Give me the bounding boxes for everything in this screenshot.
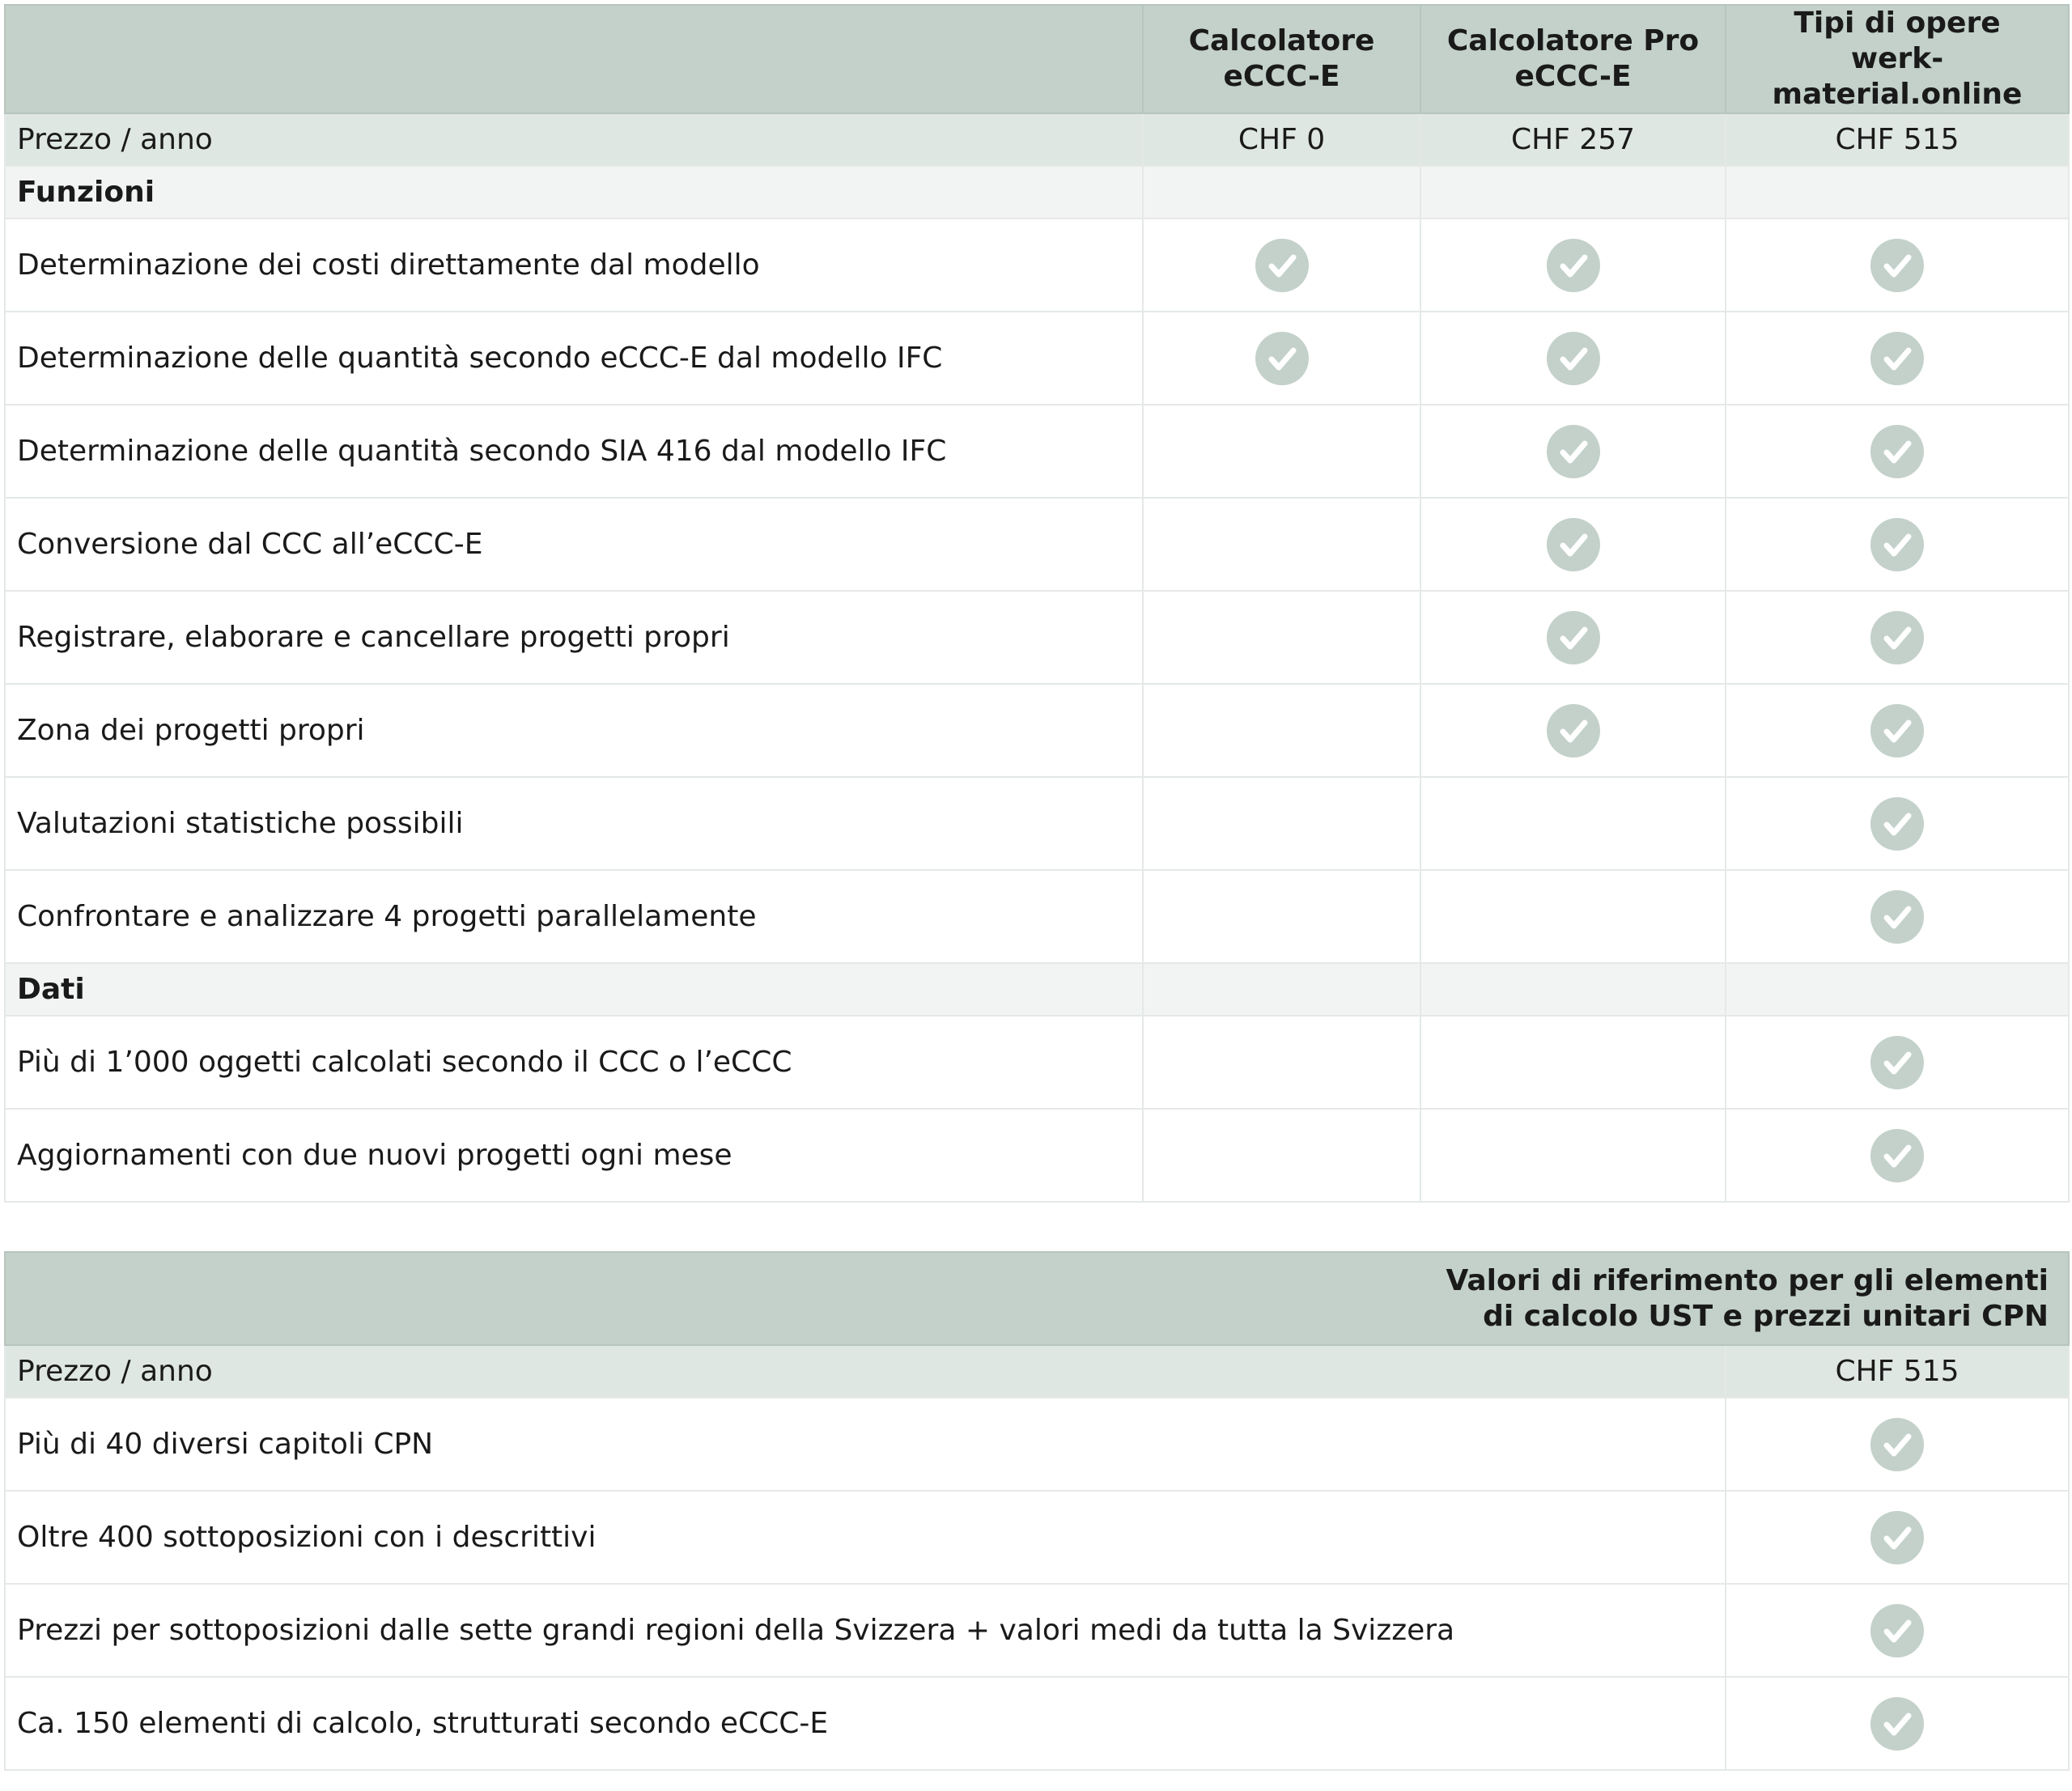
section-title: Dati [5,963,1143,1016]
check-circle-icon [1870,611,1924,664]
check-cell [1726,1491,2069,1584]
check-circle-icon [1547,611,1600,664]
check-cell [1143,1109,1420,1202]
check-cell [1420,405,1726,498]
check-cell [1726,1398,2069,1491]
section-empty-cell [1726,963,2069,1016]
price-value: CHF 515 [1726,113,2069,166]
feature-row [5,312,2069,405]
check-cell [1726,1584,2069,1677]
check-cell [1420,684,1726,777]
check-circle-icon [1870,332,1924,385]
column-header-tipi-di-opere [1726,5,2069,113]
section-empty-cell [1420,963,1726,1016]
feature-label: Zona dei progetti propri [5,684,1143,777]
feature-row [5,405,2069,498]
feature-row [5,1398,2069,1491]
feature-label: Prezzi per sottoposizioni dalle sette grandi regioni della Svizzera + valori medi da tutta la Svizzera [5,1584,1726,1677]
feature-label: Conversione dal CCC all’eCCC-E [5,498,1143,591]
price-label: Prezzo / anno [5,1345,1726,1398]
feature-label: Oltre 400 sottoposizioni con i descrittivi [5,1491,1726,1584]
check-cell [1420,870,1726,963]
table-header-row [5,5,2069,113]
column-header-line2: eCCC-E [1514,60,1632,93]
price-row [5,1345,2069,1398]
feature-label: Aggiornamenti con due nuovi progetti ogni mese [5,1109,1143,1202]
column-header-line1: Calcolatore Pro [1446,24,1700,57]
feature-row [5,1491,2069,1584]
check-circle-icon [1255,332,1309,385]
check-cell [1726,219,2069,312]
section-row [5,166,2069,219]
feature-label: Determinazione dei costi direttamente dal modello [5,219,1143,312]
section-empty-cell [1143,963,1420,1016]
check-cell [1143,1016,1420,1109]
feature-label: Registrare, elaborare e cancellare progetti propri [5,591,1143,684]
check-cell [1420,777,1726,870]
check-cell [1420,219,1726,312]
check-cell [1420,312,1726,405]
feature-label: Determinazione delle quantità secondo SIA 416 dal modello IFC [5,405,1143,498]
check-circle-icon [1870,1511,1924,1564]
section-title: Funzioni [5,166,1143,219]
check-circle-icon [1547,518,1600,571]
pricing-comparison-table [4,4,2070,1203]
check-circle-icon [1870,518,1924,571]
column-header-line1: Calcolatore [1188,24,1375,57]
feature-label: Determinazione delle quantità secondo eCCC-E dal modello IFC [5,312,1143,405]
check-cell [1726,684,2069,777]
check-cell [1726,1109,2069,1202]
header-line1: Valori di riferimento per gli elementi [1446,1263,2049,1297]
section-empty-cell [1726,166,2069,219]
check-circle-icon [1870,1129,1924,1182]
column-header-calcolatore-pro [1420,5,1726,113]
check-cell [1143,777,1420,870]
price-value: CHF 0 [1143,113,1420,166]
check-cell [1726,591,2069,684]
check-cell [1420,591,1726,684]
check-cell [1143,591,1420,684]
check-circle-icon [1255,239,1309,292]
feature-row [5,1109,2069,1202]
section-empty-cell [1143,166,1420,219]
check-circle-icon [1870,1418,1924,1471]
feature-label: Ca. 150 elementi di calcolo, strutturati secondo eCCC-E [5,1677,1726,1770]
check-circle-icon [1870,1697,1924,1751]
check-circle-icon [1870,239,1924,292]
check-cell [1143,684,1420,777]
check-cell [1143,870,1420,963]
column-header-line1: Tipi di opere [1794,6,2001,40]
price-value: CHF 257 [1420,113,1726,166]
feature-row [5,1016,2069,1109]
feature-row [5,498,2069,591]
check-cell [1143,498,1420,591]
column-header-line2: eCCC-E [1223,60,1340,93]
price-label: Prezzo / anno [5,113,1143,166]
check-circle-icon [1870,1036,1924,1089]
price-value: CHF 515 [1726,1345,2069,1398]
price-row [5,113,2069,166]
check-cell [1726,1677,2069,1770]
check-circle-icon [1547,239,1600,292]
check-cell [1726,498,2069,591]
check-circle-icon [1870,704,1924,758]
check-cell [1420,1109,1726,1202]
feature-row [5,870,2069,963]
feature-row [5,684,2069,777]
feature-label: Valutazioni statistiche possibili [5,777,1143,870]
check-circle-icon [1870,1604,1924,1657]
section-row [5,963,2069,1016]
feature-label: Più di 40 diversi capitoli CPN [5,1398,1726,1491]
column-header-line2: werk-material.online [1772,42,2023,111]
check-cell [1420,498,1726,591]
section-empty-cell [1420,166,1726,219]
check-circle-icon [1870,890,1924,944]
check-cell [1726,870,2069,963]
reference-values-header [5,1252,2069,1345]
feature-row [5,1584,2069,1677]
check-cell [1143,312,1420,405]
check-cell [1726,405,2069,498]
check-cell [1420,1016,1726,1109]
check-cell [1143,405,1420,498]
check-circle-icon [1547,332,1600,385]
check-cell [1726,1016,2069,1109]
feature-label: Confrontare e analizzare 4 progetti parallelamente [5,870,1143,963]
feature-row [5,777,2069,870]
feature-label: Più di 1’000 oggetti calcolati secondo il CCC o l’eCCC [5,1016,1143,1109]
check-cell [1726,312,2069,405]
reference-values-table [4,1251,2070,1771]
feature-row [5,591,2069,684]
table-header-row [5,1252,2069,1345]
feature-row [5,1677,2069,1770]
check-circle-icon [1547,425,1600,478]
column-header-calcolatore [1143,5,1420,113]
check-cell [1143,219,1420,312]
check-circle-icon [1870,425,1924,478]
header-empty-cell [5,5,1143,113]
header-line2: di calcolo UST e prezzi unitari CPN [1483,1299,2049,1333]
check-circle-icon [1870,797,1924,851]
check-cell [1726,777,2069,870]
check-circle-icon [1547,704,1600,758]
feature-row [5,219,2069,312]
